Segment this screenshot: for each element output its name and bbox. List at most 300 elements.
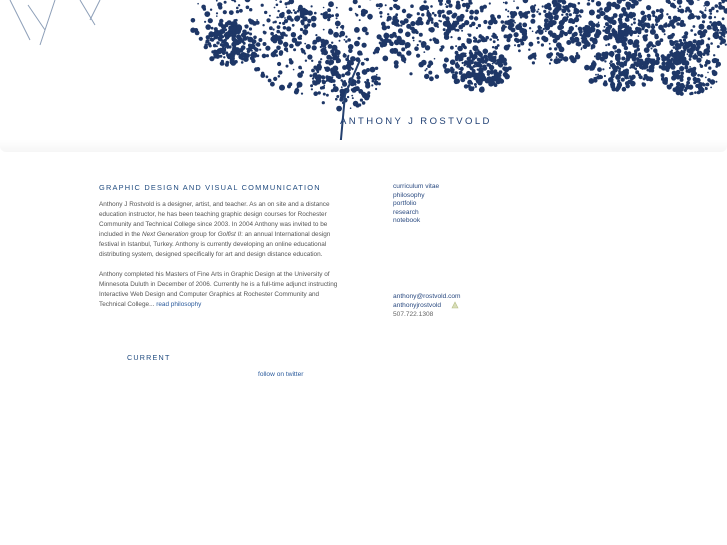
foliage-leaf (652, 14, 655, 17)
foliage-leaf (553, 38, 558, 43)
foliage-leaf (272, 21, 274, 23)
foliage-leaf (615, 88, 619, 92)
foliage-leaf (284, 17, 286, 19)
bio-text: Anthony J Rostvold is a designer, artist, and teacher. As an on site and a distance education instructor, he has been teaching graphic design courses for Rochester Community and Technical College since 2003. In 2004 Anthony was invited to be included in the (99, 201, 330, 238)
foliage-leaf (273, 77, 277, 81)
foliage-leaf (639, 75, 643, 79)
foliage-leaf (339, 40, 341, 42)
foliage-leaf (597, 67, 602, 72)
foliage-leaf (644, 47, 650, 53)
foliage-leaf (330, 31, 332, 33)
foliage-leaf (446, 0, 451, 4)
foliage-leaf (609, 63, 611, 65)
foliage-leaf (213, 38, 215, 40)
foliage-leaf (638, 54, 641, 57)
foliage-leaf (245, 0, 251, 2)
foliage-leaf (357, 76, 361, 80)
foliage-leaf (492, 56, 496, 60)
foliage-leaf (378, 8, 380, 10)
foliage-leaf (669, 51, 672, 54)
header-banner (0, 0, 727, 152)
foliage-leaf (344, 80, 346, 82)
foliage-leaf (688, 15, 693, 20)
foliage-leaf (655, 23, 658, 26)
foliage-leaf (639, 28, 641, 30)
foliage-leaf (685, 10, 688, 13)
foliage-leaf (412, 37, 415, 40)
foliage-leaf (639, 65, 642, 68)
foliage-leaf (421, 41, 427, 47)
foliage-leaf (320, 13, 322, 15)
foliage-leaf (197, 3, 199, 5)
foliage-leaf (589, 10, 595, 16)
foliage-leaf (632, 59, 634, 61)
nav-portfolio[interactable]: portfolio (393, 200, 417, 208)
foliage-leaf (394, 39, 400, 45)
foliage-leaf (647, 25, 651, 29)
foliage-leaf (648, 17, 651, 20)
foliage-leaf (270, 82, 275, 87)
foliage-leaf (331, 70, 335, 74)
foliage-leaf (411, 29, 416, 34)
foliage-leaf (469, 15, 474, 20)
foliage-leaf (274, 39, 276, 41)
foliage-leaf (694, 79, 696, 81)
foliage-leaf (255, 44, 257, 46)
foliage-leaf (558, 53, 564, 59)
foliage-leaf (474, 51, 478, 55)
foliage-leaf (553, 21, 557, 25)
foliage-leaf (532, 61, 535, 64)
foliage-leaf (304, 25, 309, 30)
foliage-leaf (230, 60, 235, 65)
foliage-leaf (456, 1, 460, 5)
foliage-leaf (333, 32, 339, 38)
foliage-leaf (641, 68, 643, 70)
foliage-leaf (276, 54, 279, 57)
foliage-leaf (473, 36, 476, 39)
foliage-leaf (279, 85, 285, 91)
foliage-leaf (684, 89, 687, 92)
foliage-leaf (610, 60, 613, 63)
foliage-leaf (621, 0, 626, 1)
foliage-leaf (720, 29, 722, 31)
foliage-leaf (406, 50, 411, 55)
foliage-leaf (499, 79, 504, 84)
foliage-leaf (689, 58, 692, 61)
foliage-leaf (650, 29, 656, 35)
foliage-leaf (569, 26, 574, 31)
foliage-leaf (263, 31, 266, 34)
foliage-leaf (611, 16, 614, 19)
foliage-leaf (341, 74, 345, 78)
foliage-leaf (710, 12, 713, 15)
foliage-leaf (644, 29, 648, 33)
foliage-leaf (410, 14, 412, 16)
foliage-leaf (289, 58, 292, 61)
foliage-leaf (696, 0, 700, 1)
foliage-leaf (286, 65, 289, 68)
foliage-leaf (559, 47, 565, 53)
foliage-leaf (649, 66, 654, 71)
foliage-leaf (579, 30, 583, 34)
foliage-leaf (438, 20, 440, 22)
foliage-leaf (264, 11, 267, 14)
foliage-leaf (378, 82, 381, 85)
foliage-leaf (446, 5, 449, 8)
foliage-leaf (426, 14, 429, 17)
foliage-leaf (382, 56, 388, 62)
foliage-leaf (589, 65, 595, 71)
foliage-leaf (351, 68, 353, 70)
foliage-leaf (358, 5, 361, 8)
foliage-leaf (236, 24, 241, 29)
foliage-leaf (699, 10, 702, 13)
foliage-leaf (702, 83, 705, 86)
foliage-leaf (579, 34, 582, 37)
foliage-leaf (575, 18, 577, 20)
foliage-leaf (565, 13, 568, 16)
foliage-leaf (450, 59, 456, 65)
foliage-leaf (666, 58, 670, 62)
twitter-link[interactable]: follow on twitter (258, 371, 304, 378)
foliage-leaf (680, 20, 684, 24)
foliage-leaf (469, 50, 471, 52)
foliage-leaf (478, 65, 480, 67)
foliage-leaf (669, 34, 674, 39)
foliage-leaf (228, 45, 231, 48)
foliage-leaf (293, 9, 295, 11)
foliage-leaf (717, 29, 720, 32)
foliage-leaf (279, 13, 285, 19)
foliage-leaf (371, 84, 373, 86)
foliage-leaf (335, 98, 338, 101)
foliage-leaf (298, 66, 302, 70)
foliage-leaf (598, 3, 600, 5)
foliage-leaf (535, 31, 538, 34)
foliage-leaf (698, 82, 703, 87)
foliage-leaf (514, 38, 518, 42)
foliage-leaf (602, 68, 604, 70)
foliage-leaf (689, 92, 692, 95)
foliage-leaf (275, 0, 277, 1)
foliage-leaf (221, 60, 224, 63)
foliage-leaf (466, 6, 470, 10)
bio-paragraph-2 (99, 270, 345, 310)
foliage-leaf (343, 54, 347, 58)
foliage-leaf (582, 37, 588, 43)
foliage-leaf (209, 38, 213, 42)
foliage-leaf (504, 45, 510, 51)
foliage-leaf (465, 9, 468, 12)
foliage-leaf (514, 22, 516, 24)
foliage-leaf (596, 29, 599, 32)
foliage-leaf (531, 14, 535, 18)
foliage-leaf (424, 74, 429, 79)
foliage-leaf (335, 49, 339, 53)
foliage-leaf (621, 57, 625, 61)
foliage-leaf (469, 10, 474, 15)
foliage-leaf (591, 0, 594, 2)
foliage-leaf (286, 6, 288, 8)
foliage-leaf (435, 75, 439, 79)
foliage-leaf (247, 37, 252, 42)
foliage-leaf (483, 20, 487, 24)
foliage-leaf (537, 37, 540, 40)
foliage-leaf (375, 67, 378, 70)
nav-research[interactable]: research (393, 208, 419, 216)
foliage-leaf (667, 24, 670, 27)
foliage-leaf (542, 5, 544, 7)
nav-philosophy[interactable]: philosophy (393, 191, 425, 199)
foliage-leaf (316, 36, 322, 42)
foliage-leaf (660, 38, 664, 42)
foliage-leaf (634, 39, 640, 45)
foliage-leaf (488, 81, 494, 87)
foliage-leaf (316, 78, 322, 84)
foliage-leaf (201, 5, 206, 10)
foliage-leaf (221, 51, 223, 53)
foliage-leaf (400, 41, 402, 43)
foliage-leaf (261, 4, 264, 7)
main-content (99, 183, 345, 320)
foliage-leaf (450, 69, 452, 71)
foliage-leaf (252, 21, 257, 26)
foliage-leaf (559, 21, 564, 26)
foliage-leaf (210, 9, 212, 11)
foliage-leaf (424, 69, 426, 71)
foliage-leaf (670, 3, 675, 8)
foliage-leaf (637, 30, 641, 34)
foliage-leaf (710, 87, 712, 89)
foliage-leaf (592, 60, 594, 62)
foliage-leaf (624, 46, 628, 50)
foliage-leaf (597, 74, 599, 76)
skype-link[interactable]: anthonyjrostvold (393, 302, 442, 309)
foliage-leaf (604, 75, 606, 77)
contact-info (393, 292, 461, 319)
foliage-leaf (327, 18, 330, 21)
foliage-leaf (700, 74, 703, 77)
foliage-leaf (638, 0, 642, 2)
foliage-leaf (690, 29, 693, 32)
foliage-leaf (538, 28, 541, 31)
foliage-leaf (499, 63, 502, 66)
foliage-leaf (411, 27, 413, 29)
foliage-leaf (333, 46, 335, 48)
foliage-leaf (708, 16, 712, 20)
bio-italic-text: Golfist II (217, 231, 242, 238)
foliage-leaf (345, 40, 348, 43)
foliage-leaf (611, 74, 615, 78)
foliage-leaf (626, 72, 629, 75)
foliage-leaf (426, 68, 428, 70)
foliage-leaf (450, 36, 452, 38)
foliage-leaf (549, 23, 551, 25)
foliage-leaf (537, 41, 540, 44)
foliage-leaf (453, 14, 456, 17)
foliage-leaf (216, 15, 218, 17)
foliage-leaf (509, 19, 513, 23)
foliage-leaf (633, 67, 635, 69)
foliage-leaf (704, 1, 710, 7)
foliage-leaf (220, 3, 222, 5)
foliage-leaf (208, 42, 212, 46)
foliage-leaf (504, 34, 508, 38)
foliage-leaf (681, 72, 684, 75)
foliage-leaf (323, 50, 328, 55)
foliage-leaf (644, 15, 646, 17)
foliage-leaf (417, 12, 420, 15)
section-title: GRAPHIC DESIGN AND VISUAL COMMUNICATION (99, 183, 321, 192)
foliage-leaf (577, 39, 579, 41)
nav-curriculum-vitae[interactable]: curriculum vitae (393, 183, 440, 190)
foliage-leaf (514, 44, 516, 46)
foliage-leaf (453, 27, 456, 30)
foliage-leaf (370, 67, 376, 73)
foliage-leaf (467, 80, 472, 85)
foliage-leaf (238, 4, 240, 6)
foliage-leaf (313, 66, 317, 70)
foliage-leaf (507, 10, 509, 12)
foliage-leaf (447, 37, 449, 39)
foliage-leaf (385, 4, 387, 6)
foliage-leaf (339, 35, 342, 38)
foliage-leaf (429, 27, 435, 33)
foliage-leaf (439, 2, 443, 6)
foliage-leaf (651, 48, 653, 50)
foliage-leaf (505, 1, 508, 4)
foliage-leaf (250, 54, 252, 56)
foliage-leaf (477, 41, 480, 44)
foliage-leaf (222, 25, 225, 28)
foliage-leaf (323, 93, 326, 96)
foliage-leaf (415, 20, 421, 26)
foliage-leaf (401, 57, 406, 62)
foliage-leaf (318, 91, 321, 94)
foliage-leaf (336, 95, 339, 98)
foliage-leaf (236, 7, 239, 10)
foliage-leaf (498, 74, 501, 77)
foliage-leaf (421, 60, 427, 66)
foliage-leaf (315, 34, 317, 36)
foliage-leaf (213, 44, 217, 48)
foliage-leaf (541, 43, 544, 46)
foliage-leaf (392, 32, 396, 36)
foliage-leaf (322, 12, 327, 17)
foliage-leaf (623, 69, 626, 72)
foliage-leaf (251, 50, 253, 52)
foliage-leaf (670, 83, 674, 87)
foliage-leaf (612, 81, 614, 83)
foliage-leaf (444, 58, 449, 63)
foliage-leaf (348, 44, 354, 50)
foliage-leaf (347, 38, 351, 42)
foliage-leaf (687, 53, 689, 55)
foliage-leaf (362, 69, 368, 75)
foliage-leaf (276, 16, 278, 18)
foliage-leaf (694, 91, 697, 94)
foliage-leaf (461, 30, 463, 32)
foliage-leaf (455, 63, 459, 67)
foliage-leaf (410, 4, 414, 8)
foliage-leaf (679, 66, 684, 71)
foliage-leaf (495, 36, 498, 39)
foliage-leaf (305, 10, 307, 12)
foliage-leaf (651, 24, 654, 27)
foliage-leaf (304, 52, 306, 54)
foliage-leaf (617, 74, 619, 76)
foliage-leaf (273, 51, 275, 53)
foliage-leaf (204, 11, 210, 17)
foliage-leaf (497, 39, 499, 41)
foliage-leaf (573, 19, 576, 22)
foliage-leaf (434, 58, 436, 60)
foliage-leaf (253, 36, 257, 40)
foliage-leaf (328, 1, 334, 7)
foliage-leaf (609, 67, 611, 69)
foliage-leaf (344, 89, 346, 91)
foliage-leaf (223, 10, 227, 14)
foliage-leaf (434, 14, 437, 17)
foliage-leaf (538, 9, 540, 11)
foliage-leaf (619, 13, 624, 18)
foliage-leaf (503, 72, 508, 77)
foliage-leaf (676, 22, 680, 26)
foliage-leaf (693, 39, 697, 43)
foliage-leaf (571, 40, 573, 42)
foliage-leaf (224, 1, 227, 4)
foliage-leaf (278, 70, 282, 74)
read-philosophy-link[interactable]: read philosophy (156, 301, 202, 308)
email-link[interactable]: anthony@rostvold.com (393, 293, 461, 300)
foliage-leaf (707, 72, 709, 74)
foliage-leaf (362, 27, 368, 33)
foliage-leaf (351, 95, 353, 97)
foliage-leaf (715, 81, 717, 83)
foliage-leaf (405, 32, 411, 38)
foliage-leaf (501, 20, 505, 24)
foliage-leaf (548, 7, 552, 11)
foliage-leaf (279, 0, 282, 3)
foliage-leaf (509, 23, 514, 28)
foliage-leaf (521, 39, 523, 41)
foliage-leaf (618, 54, 620, 56)
nav-notebook[interactable]: notebook (393, 217, 421, 225)
foliage-leaf (644, 18, 646, 20)
foliage-leaf (516, 6, 519, 9)
foliage-leaf (227, 47, 229, 49)
foliage-leaf (673, 16, 678, 21)
tree-foliage-image (0, 0, 727, 152)
foliage-leaf (508, 37, 511, 40)
foliage-leaf (624, 75, 628, 79)
foliage-leaf (224, 42, 229, 47)
foliage-leaf (696, 40, 701, 45)
foliage-leaf (402, 9, 406, 13)
foliage-leaf (706, 83, 710, 87)
foliage-leaf (543, 37, 549, 43)
foliage-leaf (386, 19, 389, 22)
foliage-leaf (621, 78, 625, 82)
foliage-leaf (720, 24, 725, 29)
foliage-leaf (366, 58, 369, 61)
foliage-leaf (357, 50, 362, 55)
foliage-leaf (479, 87, 485, 93)
foliage-leaf (529, 27, 531, 29)
foliage-leaf (524, 15, 528, 19)
foliage-leaf (588, 0, 590, 1)
